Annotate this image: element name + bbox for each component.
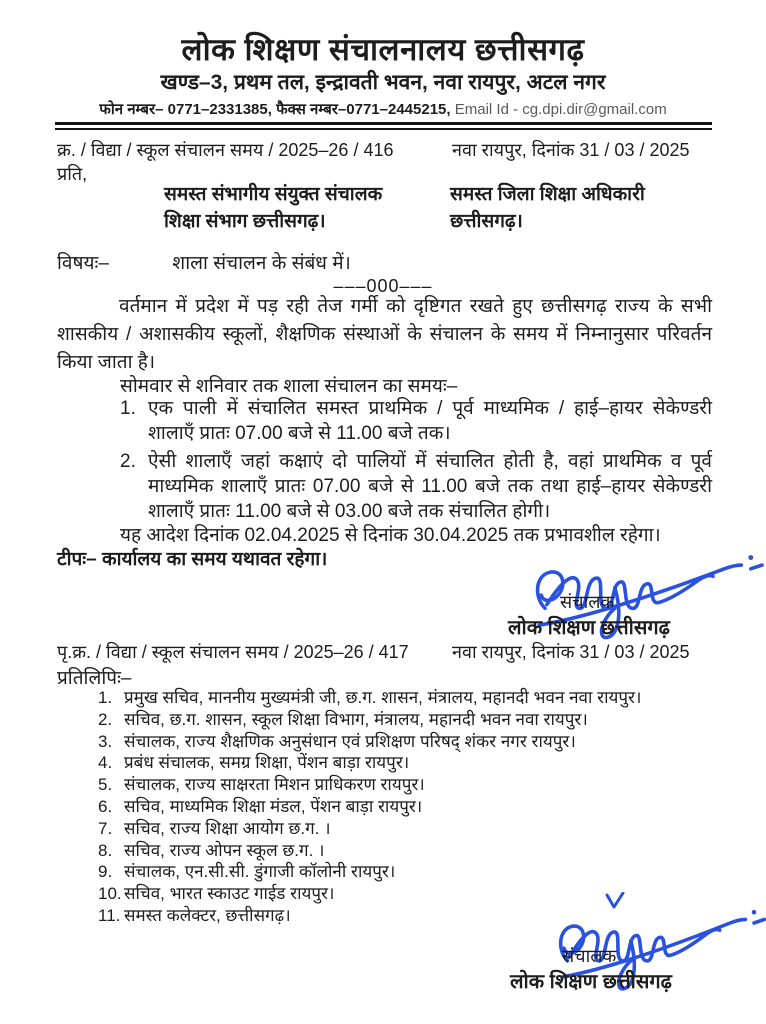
validity-line: यह आदेश दिनांक 02.04.2025 से दिनांक 30.04.2025 तक प्रभावशील रहेगा। — [120, 525, 661, 546]
copy-item — [98, 774, 712, 796]
copy-item-text: सचिव, राज्य शिक्षा आयोग छ.ग. । — [124, 818, 331, 838]
copy-item-text: संचालक, राज्य शैक्षणिक अनुसंधान एवं प्रशिक्षण परिषद् शंकर नगर रायपुर। — [124, 731, 576, 751]
point-text: ऐसी शालाएँ जहां कक्षाएं दो पालियों में संचालित होती है, वहां प्राथमिक व पूर्व माध्यमिक शालाएँ प्रातः 07.00 बजे से 11.00 बजे तक तथा हाई–हायर सेकेण्डरी शालाएँ प्रातः 11.00 बजे से 03.00 बजे तक संचालित होगी। — [148, 451, 712, 522]
addressee-right-line2: छत्तीसगढ़। — [450, 211, 523, 232]
copy-item-text: संचालक, राज्य साक्षरता मिशन प्राधिकरण रायपुर। — [124, 775, 425, 795]
signatory-org: लोक शिक्षण छत्तीसगढ़ — [508, 617, 670, 639]
copy-item-text: प्रमुख सचिव, माननीय मुख्यमंत्री जी, छ.ग. शासन, मंत्रालय, महानदी भवन नवा रायपुर। — [124, 688, 642, 707]
copy-item — [98, 752, 712, 774]
copy-item-text: संचालक, एन.सी.सी. डुंगाजी कॉलोनी रायपुर। — [124, 862, 396, 882]
copy-item — [98, 840, 712, 862]
copy-item — [98, 687, 712, 709]
addressee-right-line1: समस्त जिला शिक्षा अधिकारी — [450, 184, 645, 205]
copy-item-number: 3. — [98, 731, 113, 751]
copy-to-list — [98, 687, 712, 927]
point-number: 2. — [120, 451, 136, 472]
copy-item-number: 6. — [98, 796, 113, 816]
copy-to-label: प्रतिलिपिः– — [57, 668, 132, 689]
subject-label: विषयः– — [57, 253, 109, 274]
copy-item-text: सचिव, भारत स्काउट गाईड रायपुर। — [124, 884, 335, 904]
email-text: Email Id - cg.dpi.dir@gmail.com — [454, 101, 667, 118]
header-divider — [55, 122, 712, 130]
addressee-left-line1: समस्त संभागीय संयुक्त संचालक — [164, 184, 383, 205]
copy-item — [98, 818, 712, 840]
signatory-designation: संचालक — [562, 946, 617, 966]
schedule-point — [120, 449, 712, 524]
point-number: 1. — [120, 398, 136, 419]
contact-line — [0, 99, 766, 119]
reference-number: क्र. / विद्या / स्कूल संचालन समय / 2025–26 / 416 — [57, 140, 394, 160]
copy-item — [98, 731, 712, 753]
addressee-left-line2: शिक्षा संभाग छत्तीसगढ़। — [164, 211, 326, 232]
copy-item — [98, 861, 712, 883]
signatory-org: लोक शिक्षण छत्तीसगढ़ — [510, 971, 672, 993]
org-address: खण्ड–3, प्रथम तल, इन्द्रावती भवन, नवा रायपुर, अटल नगर — [160, 71, 606, 94]
schedule-point — [120, 396, 712, 446]
copy-item — [98, 709, 712, 731]
signatory-designation: संचालक — [560, 592, 615, 612]
schedule-heading: सोमवार से शनिवार तक शाला संचालन का समयः– — [120, 376, 458, 397]
copy-item-text: सचिव, माध्यमिक शिक्षा मंडल, पेंशन बाड़ा रायपुर। — [124, 796, 423, 816]
place-date: नवा रायपुर, दिनांक 31 / 03 / 2025 — [452, 140, 690, 160]
subject-row — [57, 249, 712, 275]
forward-place-date: नवा रायपुर, दिनांक 31 / 03 / 2025 — [452, 642, 690, 662]
salutation: प्रति, — [57, 164, 88, 184]
point-text: एक पाली में संचालित समस्त प्राथमिक / पूर्व माध्यमिक / हाई–हायर सेकेण्डरी शालाएँ प्रातः 07.00 बजे से 11.00 बजे तक। — [148, 398, 712, 444]
copy-item-number: 5. — [98, 775, 113, 795]
copy-item-number: 10. — [98, 884, 122, 904]
note-line: टीपः– कार्यालय का समय यथावत रहेगा। — [57, 549, 328, 570]
opening-paragraph: वर्तमान में प्रदेश में पड़ रही तेज गर्मी को दृष्टिगत रखते हुए छत्तीसगढ़ राज्य के सभी शासकीय / अशासकीय स्कूलों, शैक्षणिक संस्थाओं के संचालन के समय में निम्नानुसार परिवर्तन किया जाता है। — [57, 296, 712, 373]
copy-item-number: 9. — [98, 862, 113, 882]
copy-item-text: प्रबंध संचालक, समग्र शिक्षा, पेंशन बाड़ा रायपुर। — [124, 753, 410, 773]
org-name: लोक शिक्षण संचालनालय छत्तीसगढ़ — [181, 32, 585, 67]
copy-item-number: 1. — [98, 688, 113, 707]
copy-item-number: 7. — [98, 818, 113, 838]
phone-fax-text: फोन नम्बर– 0771–2331385, फैक्स नम्बर–0771–2445215, — [99, 101, 451, 118]
subject-text: शाला संचालन के संबंध में। — [172, 253, 351, 274]
copy-item-text: सचिव, छ.ग. शासन, स्कूल शिक्षा विभाग, मंत्रालय, महानदी भवन नवा रायपुर। — [124, 709, 588, 729]
addressee-right — [450, 181, 690, 235]
addressee-left — [164, 181, 414, 235]
copy-item-number: 2. — [98, 709, 113, 729]
copy-item-number: 4. — [98, 753, 113, 773]
copy-item-text: सचिव, राज्य ओपन स्कूल छ.ग. । — [124, 840, 325, 860]
copy-item-text: समस्त कलेक्टर, छत्तीसगढ़। — [124, 905, 291, 925]
copy-item — [98, 796, 712, 818]
separator-000: –––000––– — [333, 276, 433, 296]
copy-item-number: 11. — [98, 905, 121, 925]
copy-item-number: 8. — [98, 840, 113, 860]
forward-reference-number: पृ.क्र. / विद्या / स्कूल संचालन समय / 2025–26 / 417 — [57, 642, 409, 662]
